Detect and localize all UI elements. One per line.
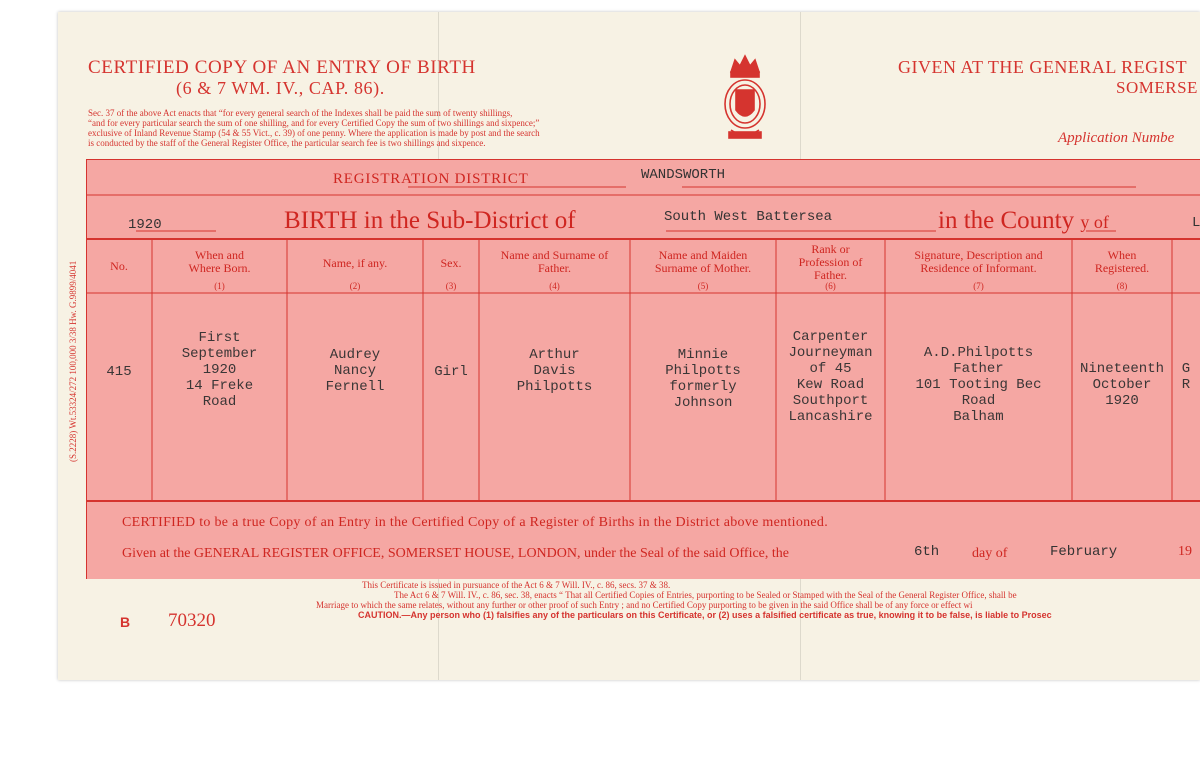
col-header-mother: Name and Maiden Surname of Mother. <box>654 248 752 275</box>
marriage-note: Marriage to which the same relates, without any further or other proof of such Entry ; and no Certified Copy purporting to be given in the said Office shall be of any force or effect wi <box>316 600 973 610</box>
title-line2: (6 & 7 WM. IV., CAP. 86). <box>176 78 385 98</box>
note-line: “and for every particular search the sum of one shilling, and for every Certified Copy the sum of two shillings and sixpence;” <box>88 118 540 128</box>
entry-year: 1920 <box>128 217 162 233</box>
somerset-heading: SOMERSE <box>1116 78 1198 97</box>
county-suffix: y of <box>1080 212 1109 232</box>
serial-number: 70320 <box>168 610 216 631</box>
section-37-note <box>88 108 540 148</box>
registration-district-value: WANDSWORTH <box>641 167 726 183</box>
col-header-registered: When Registered. <box>1094 248 1150 275</box>
certified-line: CERTIFIED to be a true Copy of an Entry in the Certified Copy of a Register of Births in the District above mentioned. <box>122 515 829 530</box>
given-at-heading: GIVEN AT THE GENERAL REGIST <box>898 57 1188 77</box>
col-number: (5) <box>697 281 709 291</box>
col-header-name: Name, if any. <box>322 256 388 270</box>
cert-day: 6th <box>914 544 940 560</box>
sub-district-value: South West Battersea <box>664 209 833 225</box>
entry-father: Arthur Davis Philpotts <box>516 347 593 395</box>
note-line: Sec. 37 of the above Act enacts that “for every general search of the Indexes shall be paid the sum of twenty shillings, <box>88 108 513 118</box>
caution-note: CAUTION.—Any person who (1) falsifies any of the particulars on this Certificate, or (2) uses a falsified certificate as true, knowing it to be false, is liable to Prosec <box>358 610 1052 620</box>
entry-mother: Minnie Philpotts formerly Johnson <box>665 347 741 411</box>
entry-sex: Girl <box>434 364 468 380</box>
certificate-paper <box>58 12 1200 680</box>
note-line: exclusive of Inland Revenue Stamp (54 & 55 Vict., c. 39) of one penny. Where the application is made by post and the search <box>88 128 540 138</box>
county-label-text: in the County <box>938 207 1075 234</box>
given-at-line: Given at the GENERAL REGISTER OFFICE, SOMERSET HOUSE, LONDON, under the Seal of the said Office, the <box>122 546 789 561</box>
royal-crest-icon <box>721 52 769 147</box>
application-number-label: Application Numbe <box>1058 130 1175 146</box>
col-number: (1) <box>214 281 225 291</box>
birth-subdistrict-label: BIRTH in the Sub-District of <box>284 207 576 234</box>
entry-registered: Nineteenth October 1920 <box>1079 361 1164 409</box>
col-number: (6) <box>825 281 836 291</box>
entry-name: Audrey Nancy Fernell <box>325 347 385 395</box>
col-number: (2) <box>349 281 361 291</box>
col-header-sex: Sex. <box>440 256 462 270</box>
county-label <box>938 207 1109 235</box>
col-number: (4) <box>549 281 560 291</box>
county-value-fragment: L <box>1192 215 1200 231</box>
title-line1: CERTIFIED COPY OF AN ENTRY OF BIRTH <box>88 57 476 78</box>
entry-rank: Carpenter Journeyman of 45 Kew Road Southport Lancashire <box>788 329 873 425</box>
col-header-no: No. <box>110 259 128 273</box>
entry-informant: A.D.Philpotts Father 101 Tooting Bec Road Balham <box>915 345 1042 425</box>
issued-note: This Certificate is issued in pursuance of the Act 6 & 7 Will. IV., c. 86, secs. 37 & 38. <box>362 580 671 590</box>
act-note: The Act 6 & 7 Will. IV., c. 86, sec. 38, enacts “ That all Certified Copies of Entries, purporting to be Sealed or Stamped with the Seal of the General Register Office, shall be <box>394 590 1017 600</box>
col-number: (7) <box>973 281 984 291</box>
col-header-rank: Rank or Profession of Father. <box>798 242 863 282</box>
col-number: (8) <box>1116 281 1128 291</box>
col-header-when-where: When and Where Born. <box>188 248 251 275</box>
entry-next-column-fragment: G R <box>1181 361 1191 393</box>
col-number: (3) <box>445 281 457 291</box>
col-header-informant: Signature, Description and Residence of Informant. <box>914 248 1043 275</box>
entry-no: 415 <box>106 364 132 380</box>
side-print-code: (S.2228) Wt.53324/272 100,000 3/38 Hw. G.9899/4041 <box>68 260 78 462</box>
serial-letter: B <box>120 614 131 630</box>
cert-month: February <box>1050 544 1118 560</box>
col-header-father: Name and Surname of Father. <box>500 248 609 275</box>
cert-year-fragment: 19 <box>1178 544 1192 559</box>
entry-when-where: First September 1920 14 Freke Road <box>181 330 258 410</box>
registration-district-label: REGISTRATION DISTRICT <box>333 171 529 187</box>
cert-day-of: day of <box>972 546 1008 561</box>
note-line: is conducted by the staff of the General Register Office, the particular search fee is two shillings and sixpence. <box>88 138 486 148</box>
